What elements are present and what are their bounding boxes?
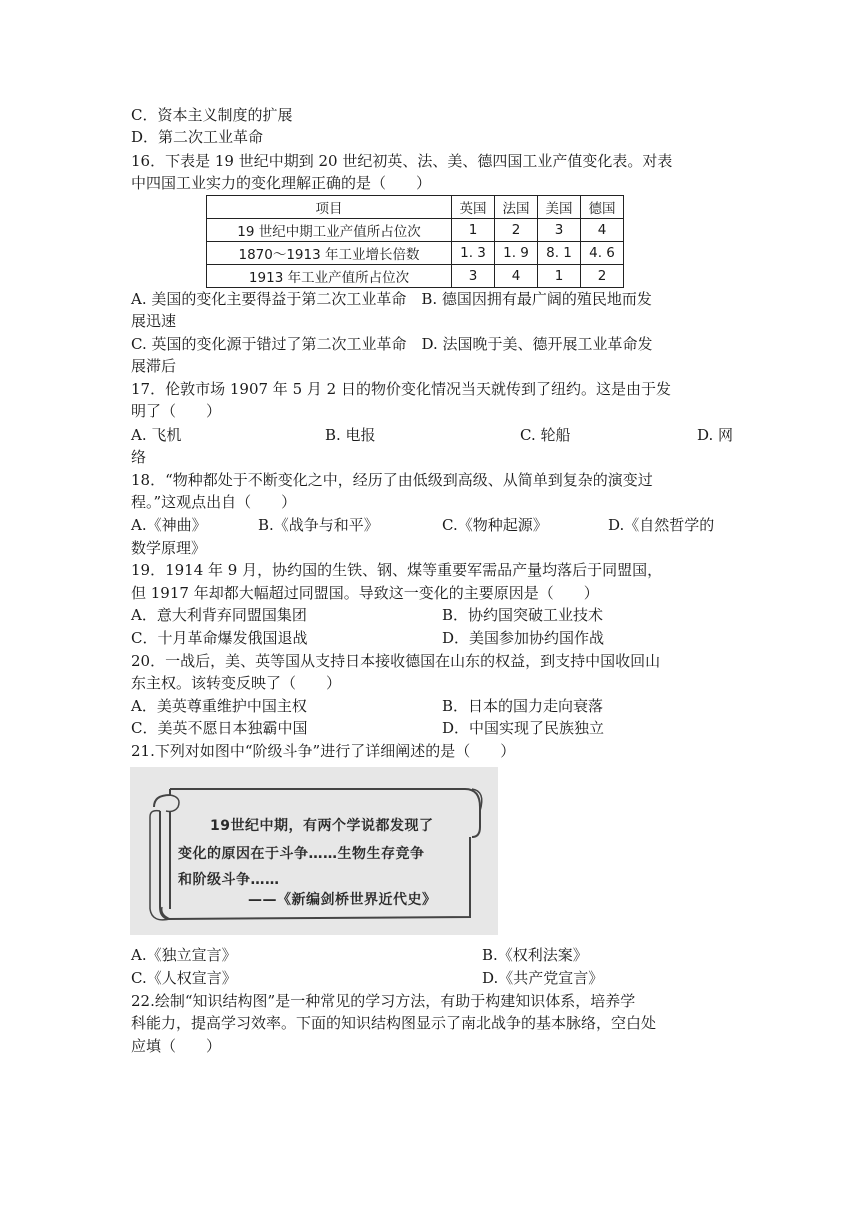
q21-option-d: D.《共产党宣言》 [482, 969, 604, 987]
q18-option-b: B.《战争与和平》 [258, 516, 379, 534]
q18-option-d-cont: 数学原理》 [131, 539, 207, 557]
q20-option-c: C．美英不愿日本独霸中国 [131, 719, 308, 737]
q21-option-a: A.《独立宣言》 [131, 946, 237, 964]
q22-stem-1: 22.绘制“知识结构图”是一种常见的学习方法，有助于构建知识体系，培养学 [131, 992, 636, 1010]
table-cell: 3 [538, 219, 581, 242]
q17-option-d-cont: 络 [131, 448, 147, 466]
q17-stem-2: 明了（ ） [131, 402, 222, 420]
q19-option-d: D．美国参加协约国作战 [442, 629, 605, 647]
table-header: 美国 [538, 196, 581, 219]
q20-option-d: D．中国实现了民族独立 [442, 719, 605, 737]
q16-option-b-cont: 展迅速 [131, 312, 177, 330]
q18-stem-2: 程。”这观点出自（ ） [131, 493, 297, 511]
q19-option-b: B．协约国突破工业技术 [442, 606, 604, 624]
q18-stem-1: 18．“物种都处于不断变化之中，经历了由低级到高级、从简单到复杂的演变过 [131, 471, 653, 489]
table-cell: 4 [581, 219, 624, 242]
q20-option-b: B．日本的国力走向衰落 [442, 697, 604, 715]
q20-option-a: A．美英尊重维护中国主权 [131, 697, 307, 715]
q20-stem-2: 东主权。该转变反映了（ ） [131, 674, 342, 692]
table-cell: 8. 1 [538, 242, 581, 265]
q21-stem: 21.下列对如图中“阶级斗争”进行了详细阐述的是（ ） [131, 742, 516, 760]
table-header: 德国 [581, 196, 624, 219]
q21-option-c: C.《人权宣言》 [131, 969, 237, 987]
q16-option-cd: C. 英国的变化源于错过了第二次工业革命 D. 法国晚于美、德开展工业革命发 [131, 335, 653, 353]
option-d-prev: D．第二次工业革命 [131, 128, 264, 146]
table-cell: 1. 3 [452, 242, 495, 265]
q18-option-a: A.《神曲》 [131, 516, 207, 534]
q19-stem-1: 19．1914 年 9 月，协约国的生铁、钢、煤等重要军需品产量均落后于同盟国， [131, 561, 663, 579]
table-row [207, 242, 624, 265]
q16-stem-1: 16．下表是 19 世纪中期到 20 世纪初英、法、美、德四国工业产值变化表。对表 [131, 152, 673, 170]
q17-option-b: B. 电报 [325, 426, 376, 444]
table-cell: 1. 9 [495, 242, 538, 265]
table-row [207, 265, 624, 288]
table-cell: 2 [581, 265, 624, 288]
q22-stem-2: 科能力，提高学习效率。下面的知识结构图显示了南北战争的基本脉络，空白处 [131, 1014, 657, 1032]
scroll-line-3: 和阶级斗争…… [178, 872, 280, 888]
table-row [207, 219, 624, 242]
q17-option-c: C. 轮船 [520, 426, 571, 444]
q18-option-d: D.《自然哲学的 [608, 516, 715, 534]
q19-option-a: A．意大利背弃同盟国集团 [131, 606, 307, 624]
q20-stem-1: 20．一战后，美、英等国从支持日本接收德国在山东的权益，到支持中国收回山 [131, 652, 661, 670]
table-cell: 1 [452, 219, 495, 242]
scroll-source: ——《新编剑桥世界近代史》 [248, 892, 437, 908]
option-c-prev: C．资本主义制度的扩展 [131, 106, 293, 124]
q17-option-a: A. 飞机 [131, 426, 182, 444]
table-header-row [207, 196, 624, 219]
scroll-image [130, 767, 498, 935]
scroll-line-2: 变化的原因在于斗争……生物生存竞争 [178, 846, 425, 862]
q18-option-c: C.《物种起源》 [442, 516, 548, 534]
table-cell: 1913 年工业产值所占位次 [207, 265, 452, 288]
q17-option-d: D. 网 [697, 426, 734, 444]
scroll-line-1: 19世纪中期，有两个学说都发现了 [210, 818, 434, 834]
q17-stem-1: 17．伦敦市场 1907 年 5 月 2 日的物价变化情况当天就传到了纽约。这是由于发 [131, 380, 671, 398]
q16-stem-2: 中四国工业实力的变化理解正确的是（ ） [131, 174, 432, 192]
table-cell: 19 世纪中期工业产值所占位次 [207, 219, 452, 242]
table-cell: 1 [538, 265, 581, 288]
q16-option-d-cont: 展滞后 [131, 357, 177, 375]
table-cell: 4. 6 [581, 242, 624, 265]
table-cell: 2 [495, 219, 538, 242]
q19-stem-2: 但 1917 年却都大幅超过同盟国。导致这一变化的主要原因是（ ） [131, 584, 599, 602]
table-header: 英国 [452, 196, 495, 219]
industry-table [206, 195, 624, 288]
table-header: 法国 [495, 196, 538, 219]
q16-option-ab: A. 美国的变化主要得益于第二次工业革命 B. 德国因拥有最广阔的殖民地而发 [131, 290, 652, 308]
q21-option-b: B.《权利法案》 [482, 946, 588, 964]
table-cell: 3 [452, 265, 495, 288]
q22-stem-3: 应填（ ） [131, 1037, 222, 1055]
table-cell: 1870～1913 年工业增长倍数 [207, 242, 452, 265]
q19-option-c: C．十月革命爆发俄国退战 [131, 629, 308, 647]
table-cell: 4 [495, 265, 538, 288]
table-header: 项目 [207, 196, 452, 219]
